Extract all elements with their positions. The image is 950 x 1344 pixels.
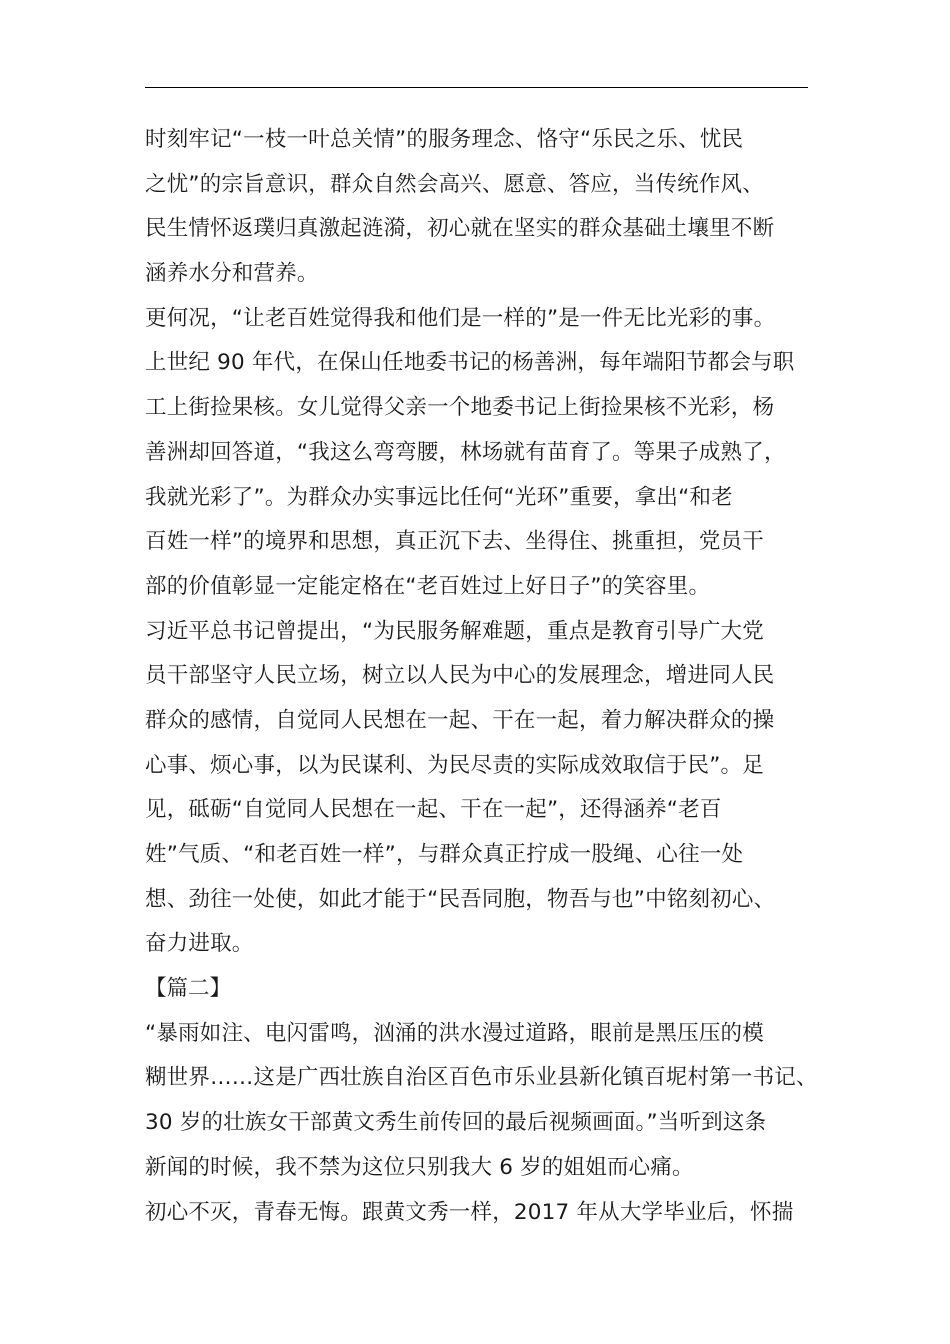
text-line: 我就光彩了”。为群众办实事远比任何“光环”重要，拿出“和老 — [145, 484, 733, 510]
header-divider — [145, 87, 808, 88]
text-line: 百姓一样”的境界和思想，真正沉下去、坐得住、挑重担，党员干 — [145, 529, 764, 555]
text-line: 30 岁的壮族女干部黄文秀生前传回的最后视频画面。”当听到这条 — [145, 1110, 767, 1136]
text-line: 更何况，“让老百姓觉得我和他们是一样的”是一件无比光彩的事。 — [145, 305, 776, 331]
text-line: 姓”气质、“和老百姓一样”，与群众真正拧成一股绳、心往一处 — [145, 842, 744, 867]
text-line: 群众的感情，自觉同人民想在一起、干在一起，着力解决群众的操 — [145, 707, 775, 733]
section-heading: 【篇二】 — [145, 976, 232, 1002]
text-line: 新闻的时候，我不禁为这位只别我大 6 岁的姐姐而心痛。 — [145, 1154, 694, 1180]
text-line: 奋力进取。 — [145, 931, 254, 957]
text-line: 时刻牢记“一枝一叶总关情”的服务理念、恪守“乐民之乐、忧民 — [145, 127, 744, 152]
document-body — [145, 118, 820, 1235]
text-line: 糊世界……这是广西壮族自治区百色市乐业县新化镇百坭村第一书记、 — [145, 1065, 818, 1091]
text-line: 初心不灭，青春无悔。跟黄文秀一样，2017 年从大学毕业后，怀揣 — [145, 1199, 794, 1225]
text-line: 见，砥砺“自觉同人民想在一起、干在一起”，还得涵养“老百 — [145, 797, 722, 823]
text-line: “暴雨如注、电闪雷鸣，汹涌的洪水漫过道路，眼前是黑压压的模 — [145, 1020, 764, 1046]
text-line: 工上街捡果核。女儿觉得父亲一个地委书记上街捡果核不光彩，杨 — [145, 395, 775, 421]
text-line: 员干部坚守人民立场，树立以人民为中心的发展理念，增进同人民 — [145, 663, 775, 689]
text-line: 善洲却回答道，“我这么弯弯腰，林场就有苗育了。等果子成熟了， — [145, 439, 786, 465]
text-line: 涵养水分和营养。 — [145, 261, 319, 287]
text-line: 上世纪 90 年代，在保山任地委书记的杨善洲，每年端阳节都会与职 — [145, 350, 795, 376]
text-line: 民生情怀返璞归真激起涟漪，初心就在坚实的群众基础土壤里不断 — [145, 216, 775, 242]
text-line: 想、劲往一处使，如此才能于“民吾同胞，物吾与也”中铭刻初心、 — [145, 886, 776, 912]
text-line: 之忧”的宗旨意识，群众自然会高兴、愿意、答应，当传统作风、 — [145, 171, 764, 197]
text-line: 习近平总书记曾提出，“为民服务解难题，重点是教育引导广大党 — [145, 618, 764, 644]
text-line: 部的价值彰显一定能定格在“老百姓过上好日子”的笑容里。 — [145, 573, 711, 599]
text-line: 心事、烦心事，以为民谋利、为民尽责的实际成效取信于民”。足 — [145, 752, 764, 778]
